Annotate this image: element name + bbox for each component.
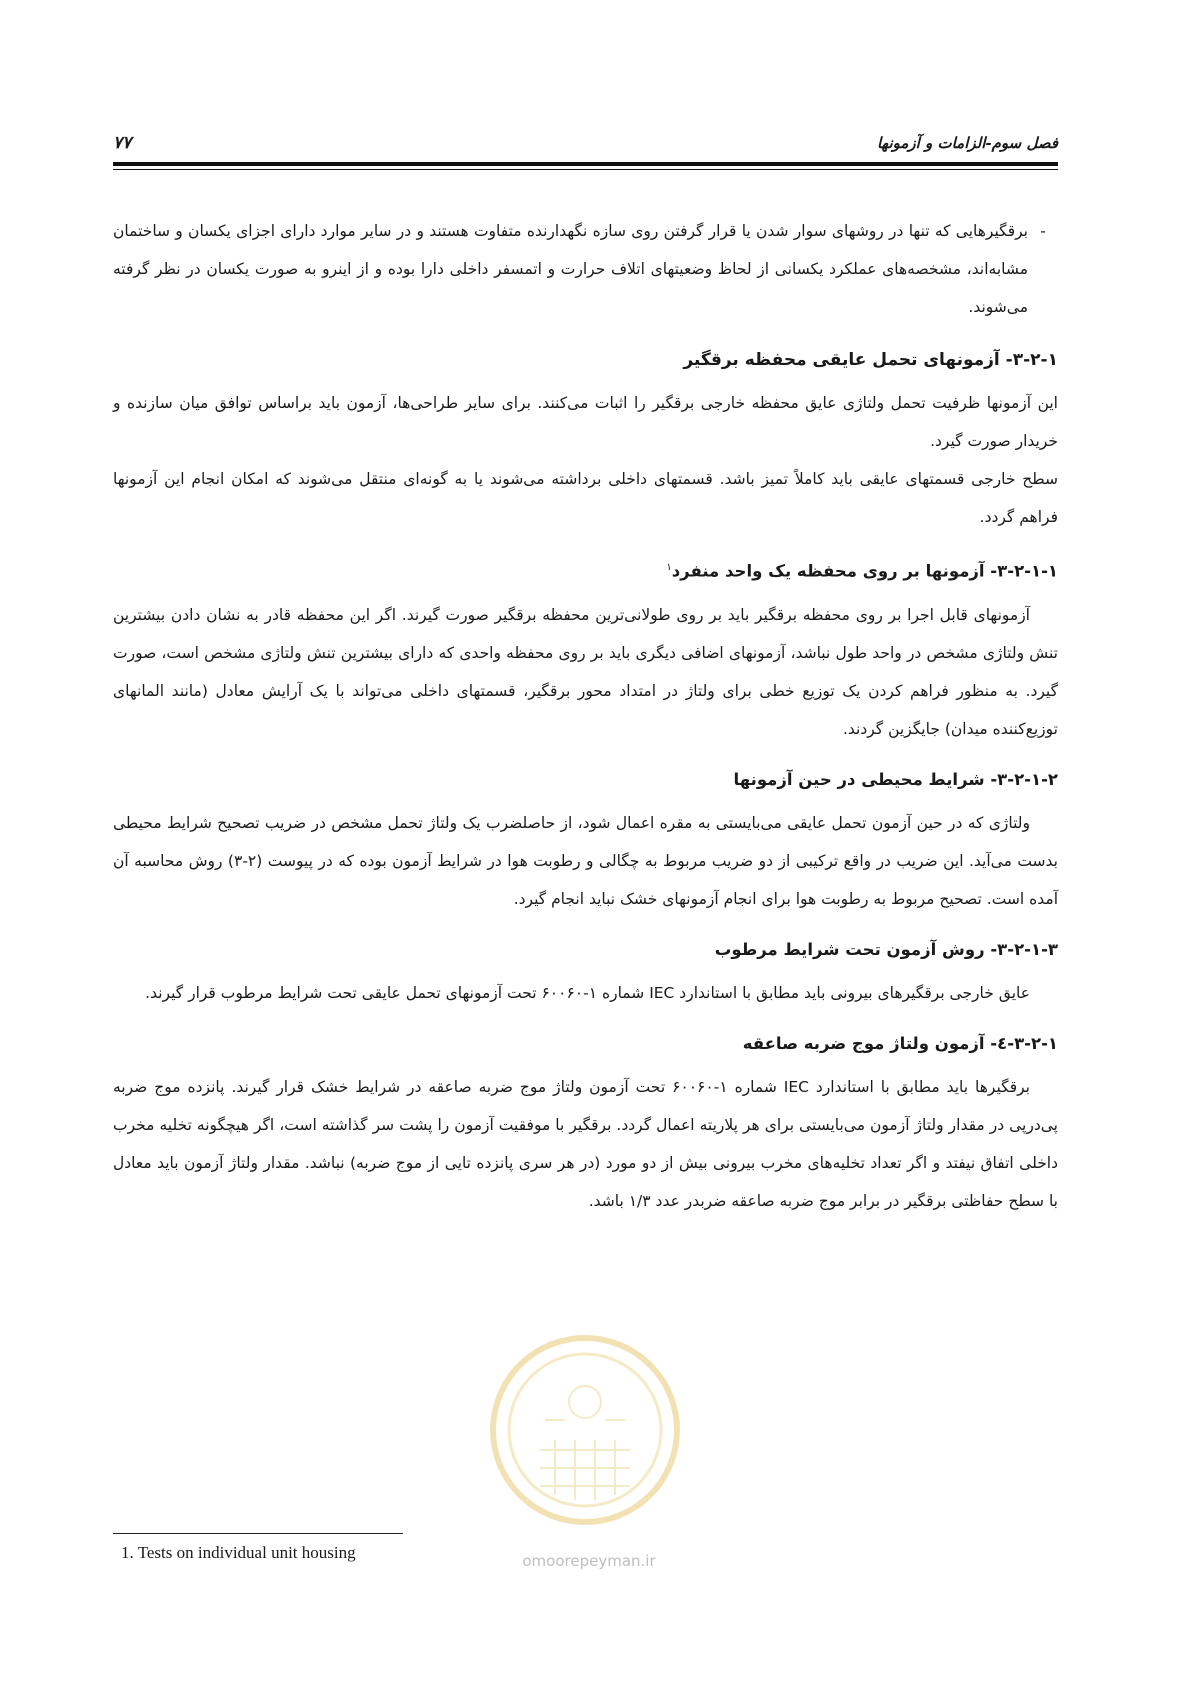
subsection-heading: ۳-۲-۱-٤- آزمون ولتاژ موج ضربه صاعقه (742, 1033, 1058, 1053)
paragraph: سطح خارجی قسمتهای عایقی باید کاملاً تمیز باشد. قسمتهای داخلی برداشته می‌شوند یا به گونه‌ای منتقل می‌شوند که امکان انجام این آزمونها فراهم گردد. (113, 470, 1058, 526)
page-header (113, 128, 1058, 158)
bullet-dash: - (1040, 222, 1046, 240)
watermark-site: omoorepeyman.ir (522, 1552, 656, 1570)
paragraph: ولتاژی که در حین آزمون تحمل عایقی می‌بایستی به مقره اعمال شود، از حاصلضرب یک ولتاژ تحمل مشخص در ضریب تصحیح شرایط محیطی بدست می‌آید. این ضریب در واقع ترکیبی از دو ضریب مربوط به چگالی و رطوبت هوا در شرایط آزمون بوده که در پیوست (۲-۳) روش محاسبه آن آمده است. تصحیح مربوط به رطوبت هوا برای انجام آزمونهای خشک نباید انجام گیرد. (113, 813, 1058, 908)
footnote: 1. Tests on individual unit housing (121, 1543, 356, 1562)
header-rule-thin (113, 169, 1058, 170)
paragraph: این آزمونها ظرفیت تحمل ولتاژی عایق محفظه خارجی برقگیر را اثبات می‌کنند. برای سایر طراحی‌ها، آزمون باید براساس توافق میان سازنده و خریدار صورت گیرد. (113, 394, 1058, 450)
paragraph: آزمونهای قابل اجرا بر روی محفظه برقگیر باید بر روی طولانی‌ترین محفظه برقگیر صورت گیرند. اگر این محفظه قادر به نشان دادن بیشترین تنش ولتاژی مشخص در واحد طول نباشد، آزمونهای اضافی دیگری باید بر روی محفظه واحدی که دارای بیشترین تنش ولتاژی مشخص است، صورت گیرد. به منظور فراهم کردن یک توزیع خطی برای ولتاژ در امتداد محور برقگیر، قسمتهای داخلی می‌تواند با یک آرایش معادل (مانند المانهای توزیع‌کننده میدان) جایگزین گردند. (113, 605, 1058, 738)
footnote-divider (113, 1533, 403, 1534)
page-number: ۷۷ (113, 133, 132, 153)
paragraph: عایق خارجی برقگیرهای بیرونی باید مطابق با استاندارد IEC شماره ۱-۶۰۰۶۰ تحت آزمونهای تحمل عایقی تحت شرایط مرطوب قرار گیرند. (145, 983, 1030, 1002)
section-heading: ۳-۲-۱- آزمونهای تحمل عایقی محفظه برقگیر (683, 350, 1058, 370)
footnote-reference: ۱ (666, 562, 672, 573)
subsection-heading-text: ۳-۲-۱-۱- آزمونها بر روی محفظه یک واحد منفرد (671, 561, 1058, 581)
watermark-seal-icon (485, 1330, 685, 1530)
paragraph: برقگیرها باید مطابق با استاندارد IEC شماره ۱-۶۰۰۶۰ تحت آزمون ولتاژ موج ضربه صاعقه در شرایط خشک قرار گیرند. پانزده موج ضربه پی‌درپی در مقدار ولتاژ آزمون می‌بایستی برای هر پلاریته اعمال گردد. برقگیر با موفقیت آزمون را پشت سر گذاشته است، اگر هیچگونه تخلیه مخرب داخلی اتفاق نیفتد و اگر تعداد تخلیه‌های مخرب بیرونی بیش از دو مورد (در هر سری پانزده تایی از موج ضربه) نباشد. مقدار ولتاژ آزمون باید معادل با سطح حفاظتی برقگیر در برابر موج ضربه صاعقه ضربدر عدد ۱/۳ باشد. (113, 1077, 1058, 1210)
chapter-title: فصل سوم-الزامات و آزمونها (876, 134, 1058, 152)
bullet-item (113, 212, 1058, 326)
subsection-heading: ۳-۲-۱-۲- شرایط محیطی در حین آزمونها (733, 769, 1058, 789)
bullet-text: برقگیرهایی که تنها در روشهای سوار شدن یا قرار گرفتن روی سازه نگهدارنده متفاوت هستند و در سایر موارد دارای اجزای یکسان و ساختمان مشابه‌اند، مشخصه‌های عملکرد یکسانی از لحاظ وضعیتهای اتلاف حرارت و اتمسفر داخلی دارا بوده و از اینرو به صورت یکسان در نظر گرفته می‌شوند. (113, 222, 1028, 316)
page-body (113, 212, 1058, 1220)
header-rule-thick (113, 162, 1058, 166)
subsection-heading (113, 548, 1058, 592)
subsection-heading: ۳-۲-۱-۳- روش آزمون تحت شرایط مرطوب (714, 939, 1058, 959)
